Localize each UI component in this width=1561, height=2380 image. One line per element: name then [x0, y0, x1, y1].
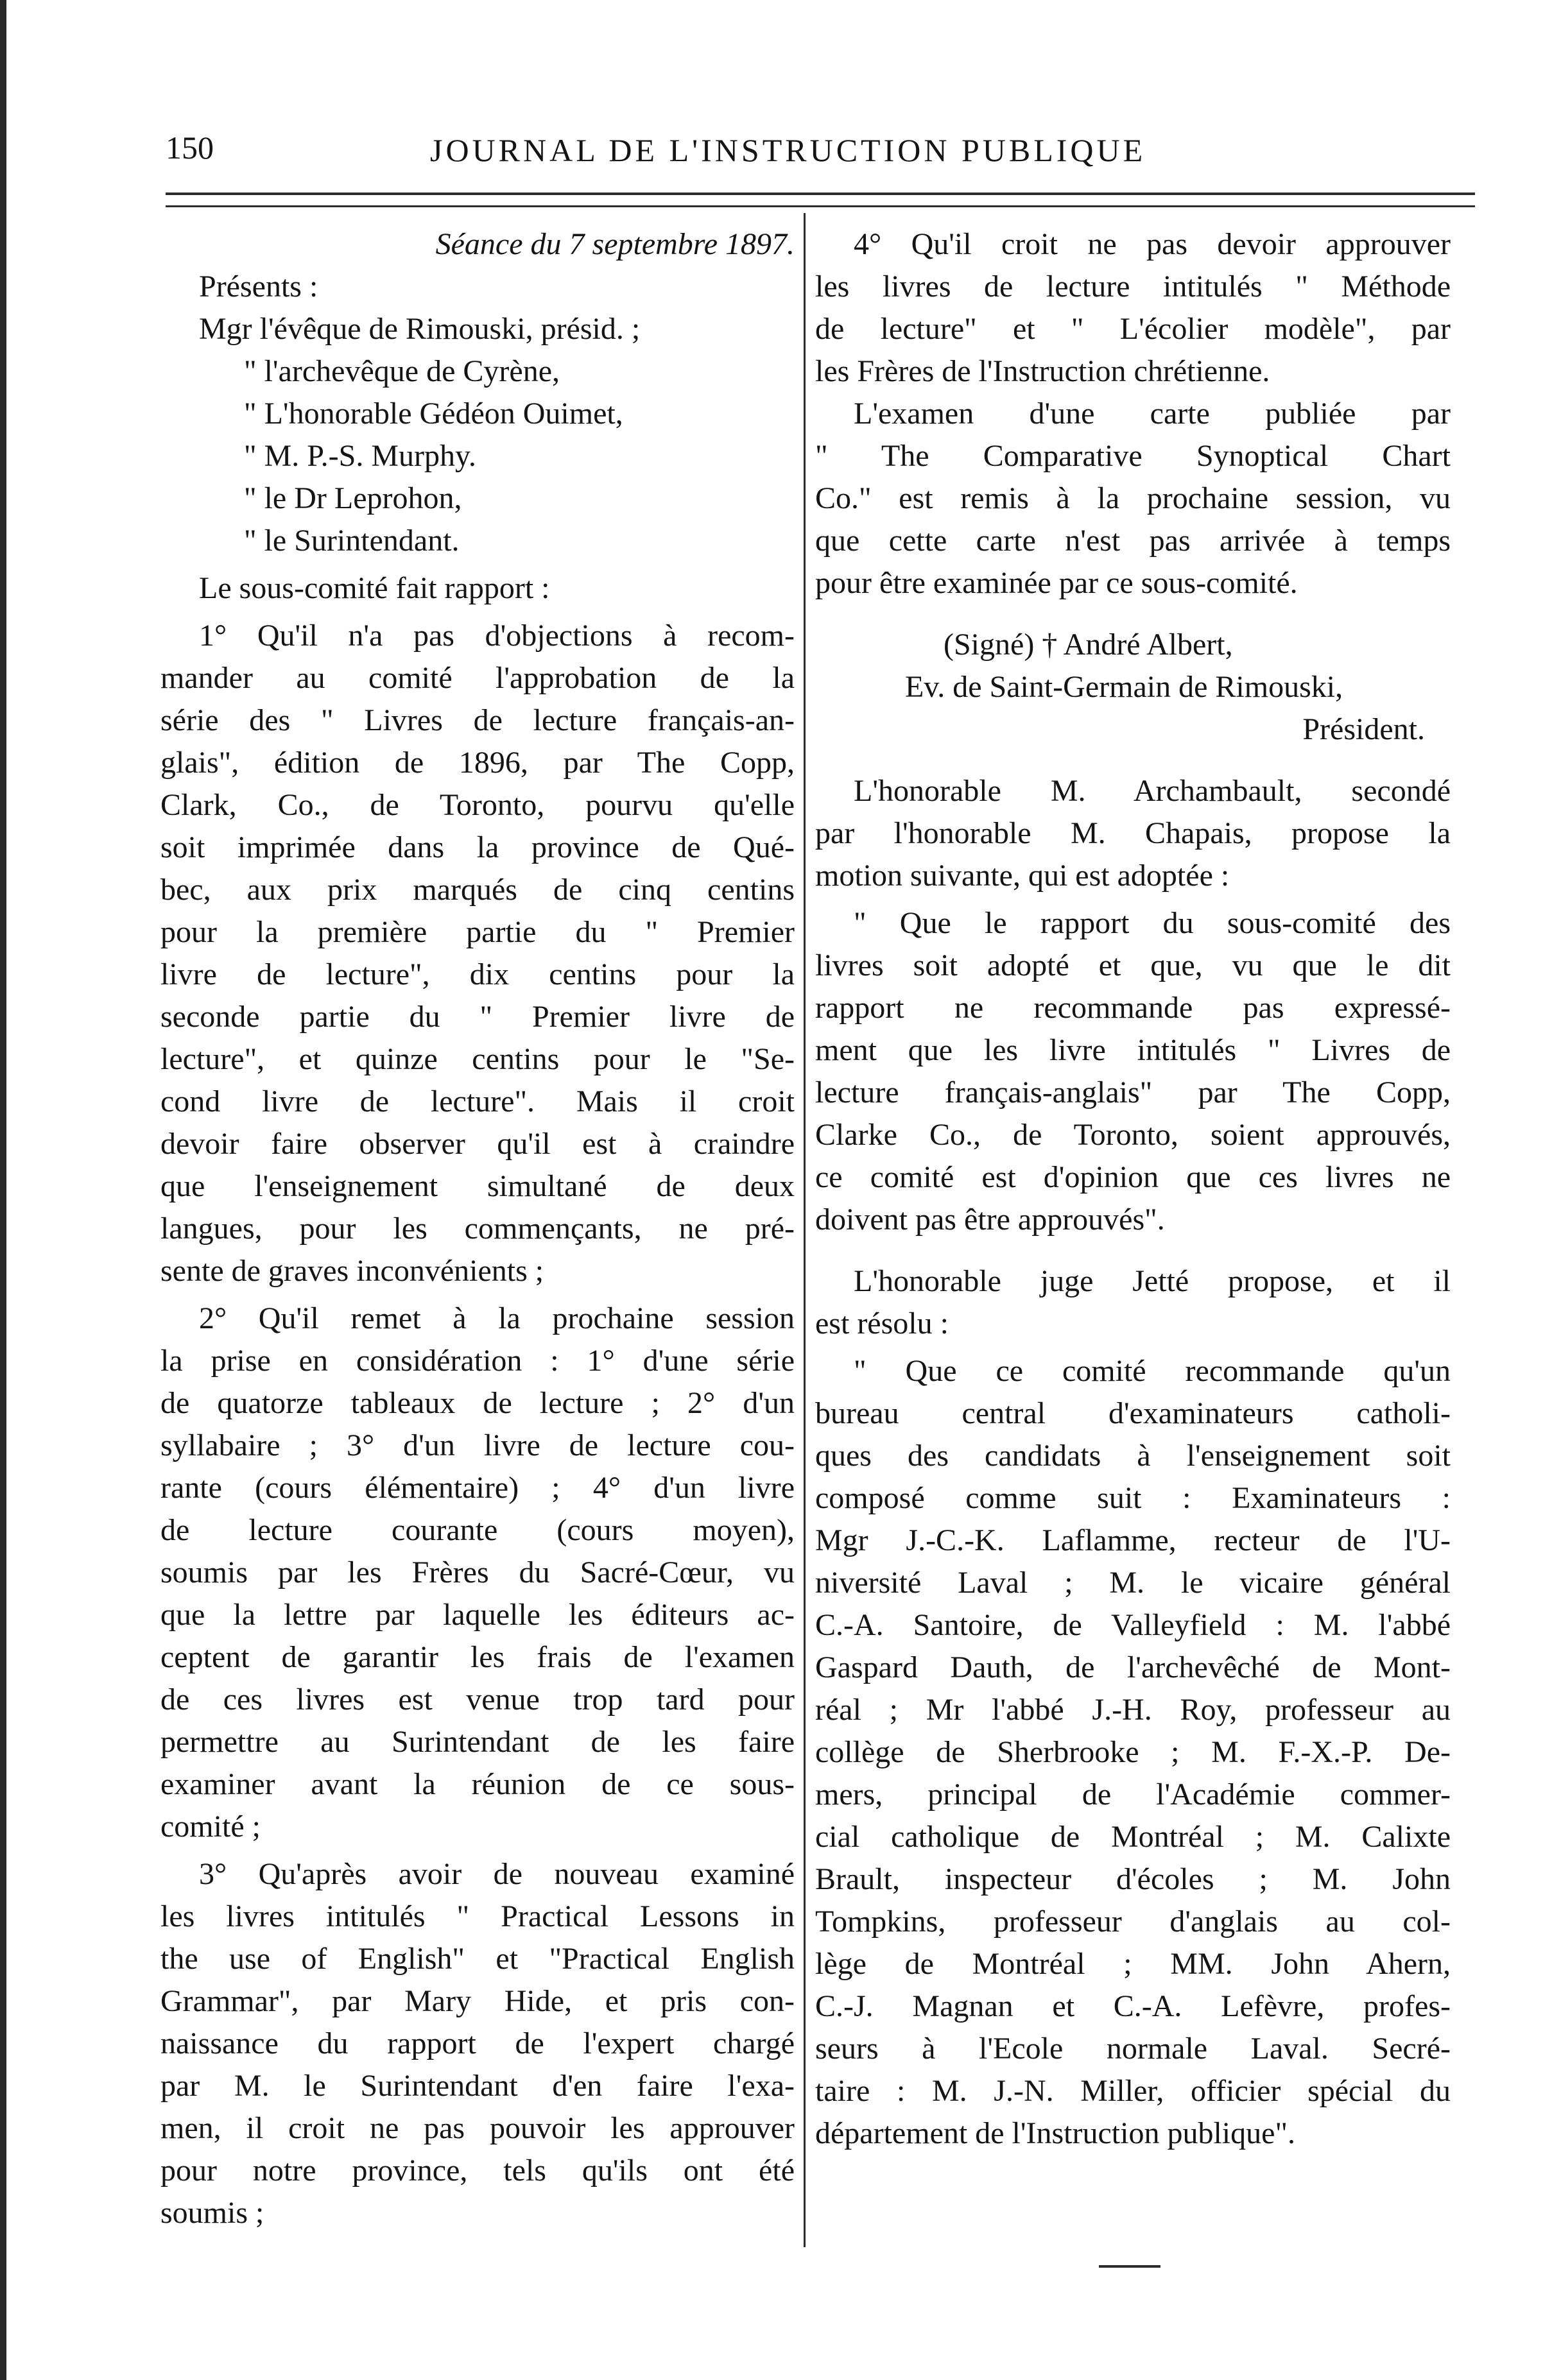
attendee-line: " le Dr Leprohon, [244, 481, 462, 515]
paragraph-line: que l'enseignement simultané de deux [160, 1169, 795, 1203]
column-divider [804, 213, 806, 2247]
paragraph-line: les Frères de l'Instruction chrétienne. [815, 354, 1270, 388]
paragraph-line: " Que le rapport du sous-comité des [854, 906, 1451, 940]
paragraph-line: rapport ne recommande pas expressé- [815, 991, 1451, 1025]
paragraph-line: seurs à l'Ecole normale Laval. Secré- [815, 2032, 1451, 2066]
attendee-line: " L'honorable Gédéon Ouimet, [244, 397, 623, 431]
paragraph-line: de ces livres est venue trop tard pour [160, 1682, 795, 1717]
paragraph-line: cial catholique de Montréal ; M. Calixte [815, 1820, 1451, 1854]
paragraph-line: ceptent de garantir les frais de l'examen [160, 1640, 795, 1674]
paragraph-line: syllabaire ; 3° d'un livre de lecture cou- [160, 1428, 795, 1462]
paragraph-line: pour notre province, tels qu'ils ont été [160, 2153, 795, 2187]
paragraph-line: de lecture courante (cours moyen), [160, 1513, 795, 1547]
paragraph-line: motion suivante, qui est adoptée : [815, 859, 1230, 893]
paragraph-line: est résolu : [815, 1306, 949, 1340]
header-rule-lower [166, 205, 1475, 207]
attendee-line: " le Surintendant. [244, 524, 460, 558]
page-edge [0, 0, 6, 2380]
paragraph-line: département de l'Instruction publique". [815, 2116, 1296, 2150]
attendee-line: " l'archevêque de Cyrène, [244, 354, 560, 388]
paragraph-line: soumis par les Frères du Sacré-Cœur, vu [160, 1555, 795, 1589]
paragraph-line: de lecture" et " L'écolier modèle", par [815, 312, 1451, 346]
paragraph-line: Grammar", par Mary Hide, et pris con- [160, 1984, 795, 2018]
paragraph-line: rante (cours élémentaire) ; 4° d'un livre [160, 1471, 795, 1505]
paragraph-line: lecture français-anglais" par The Copp, [815, 1075, 1451, 1109]
signature-title: Ev. de Saint-Germain de Rimouski, [905, 670, 1343, 704]
session-date: Séance du 7 septembre 1897. [435, 227, 795, 261]
paragraph-line: pour être examinée par ce sous-comité. [815, 566, 1298, 600]
paragraph-line: Brault, inspecteur d'écoles ; M. John [815, 1862, 1451, 1896]
paragraph-line: composé comme suit : Examinateurs : [815, 1481, 1451, 1515]
attendees-heading: Présents : [199, 270, 318, 304]
closing-rule [1099, 2265, 1160, 2268]
paragraph-line: " Que ce comité recommande qu'un [854, 1354, 1451, 1388]
paragraph-line: comité ; [160, 1810, 261, 1844]
paragraph-line: 3° Qu'après avoir de nouveau examiné [199, 1857, 795, 1891]
paragraph-line: C.-J. Magnan et C.-A. Lefèvre, profes- [815, 1989, 1451, 2023]
paragraph-line: soumis ; [160, 2196, 264, 2230]
paragraph-line: Clark, Co., de Toronto, pourvu qu'elle [160, 788, 795, 822]
attendee-line: " M. P.-S. Murphy. [244, 439, 476, 473]
paragraph-line: lecture", et quinze centins pour le "Se- [160, 1042, 795, 1076]
paragraph-line: de quatorze tableaux de lecture ; 2° d'un [160, 1386, 795, 1420]
paragraph-line: bureau central d'examinateurs catholi- [815, 1396, 1451, 1430]
paragraph-line: mander au comité l'approbation de la [160, 661, 795, 695]
paragraph-line: série des " Livres de lecture français-an- [160, 703, 795, 737]
paragraph-line: Gaspard Dauth, de l'archevêché de Mont- [815, 1650, 1451, 1684]
paragraph-line: sente de graves inconvénients ; [160, 1254, 544, 1288]
paragraph-line: les livres intitulés " Practical Lessons in [160, 1899, 795, 1933]
paragraph-line: Tompkins, professeur d'anglais au col- [815, 1905, 1451, 1939]
paragraph-line: bec, aux prix marqués de cinq centins [160, 873, 795, 907]
paragraph-line: cond livre de lecture". Mais il croit [160, 1084, 795, 1118]
paragraph-line: devoir faire observer qu'il est à craindre [160, 1127, 795, 1161]
paragraph-line: men, il croit ne pas pouvoir les approuver [160, 2111, 795, 2145]
paragraph-line: pour la première partie du " Premier [160, 915, 795, 949]
paragraph-line: niversité Laval ; M. le vicaire général [815, 1566, 1451, 1600]
paragraph-line: C.-A. Santoire, de Valleyfield : M. l'abbé [815, 1608, 1451, 1642]
paragraph-line: naissance du rapport de l'expert chargé [160, 2026, 795, 2060]
paragraph-line: Co." est remis à la prochaine session, vu [815, 481, 1451, 515]
paragraph-line: livres soit adopté et que, vu que le dit [815, 948, 1451, 982]
page-header [166, 122, 1475, 180]
paragraph-line: 4° Qu'il croit ne pas devoir approuver [854, 227, 1451, 261]
paragraph-line: les livres de lecture intitulés " Méthode [815, 270, 1451, 304]
paragraph-line: Clarke Co., de Toronto, soient approuvés, [815, 1118, 1451, 1152]
paragraph-line: 2° Qu'il remet à la prochaine session [199, 1301, 795, 1335]
right-column [815, 223, 1451, 2155]
signature-line: (Signé) † André Albert, [944, 628, 1233, 662]
paragraph-line: par M. le Surintendant d'en faire l'exa- [160, 2069, 795, 2103]
paragraph-line: examiner avant la réunion de ce sous- [160, 1767, 795, 1801]
paragraph-line: glais", édition de 1896, par The Copp, [160, 746, 795, 780]
left-column [160, 223, 795, 2234]
paragraph-line: lège de Montréal ; MM. John Ahern, [815, 1947, 1451, 1981]
paragraph-line: permettre au Surintendant de les faire [160, 1725, 795, 1759]
paragraph-line: soit imprimée dans la province de Qué- [160, 830, 795, 864]
header-rule [166, 193, 1475, 195]
paragraph-line: livre de lecture", dix centins pour la [160, 957, 795, 991]
paragraph-line: L'honorable M. Archambault, secondé [854, 774, 1451, 808]
paragraph-line: langues, pour les commençants, ne pré- [160, 1211, 795, 1246]
paragraph-line: réal ; Mr l'abbé J.-H. Roy, professeur au [815, 1693, 1451, 1727]
paragraph-line: " The Comparative Synoptical Chart [815, 439, 1451, 473]
paragraph-line: ment que les livre intitulés " Livres de [815, 1033, 1451, 1067]
page-number: 150 [166, 130, 214, 166]
paragraph-line: par l'honorable M. Chapais, propose la [815, 816, 1451, 850]
paragraph-line: que cette carte n'est pas arrivée à temps [815, 524, 1451, 558]
attendee-line: Mgr l'évêque de Rimouski, présid. ; [199, 312, 641, 346]
paragraph-line: la prise en considération : 1° d'une série [160, 1344, 795, 1378]
paragraph-line: collège de Sherbrooke ; M. F.-X.-P. De- [815, 1735, 1451, 1769]
paragraph-line: Le sous-comité fait rapport : [199, 571, 550, 605]
paragraph-line: mers, principal de l'Académie commer- [815, 1777, 1451, 1811]
paragraph-line: Mgr J.-C.-K. Laflamme, recteur de l'U- [815, 1523, 1451, 1557]
paragraph-line: seconde partie du " Premier livre de [160, 1000, 795, 1034]
running-title: JOURNAL DE L'INSTRUCTION PUBLIQUE [430, 132, 1146, 168]
paragraph-line: L'honorable juge Jetté propose, et il [854, 1264, 1451, 1298]
signature-role: Président. [1302, 712, 1425, 746]
paragraph-line: doivent pas être approuvés". [815, 1203, 1165, 1237]
paragraph-line: ce comité est d'opinion que ces livres ne [815, 1160, 1451, 1194]
paragraph-line: ques des candidats à l'enseignement soit [815, 1439, 1451, 1473]
paragraph-line: 1° Qu'il n'a pas d'objections à recom- [199, 619, 795, 653]
paragraph-line: taire : M. J.-N. Miller, officier spécial du [815, 2074, 1451, 2108]
paragraph-line: que la lettre par laquelle les éditeurs ac- [160, 1598, 795, 1632]
paragraph-line: L'examen d'une carte publiée par [854, 397, 1451, 431]
paragraph-line: the use of English" et "Practical English [160, 1942, 795, 1976]
